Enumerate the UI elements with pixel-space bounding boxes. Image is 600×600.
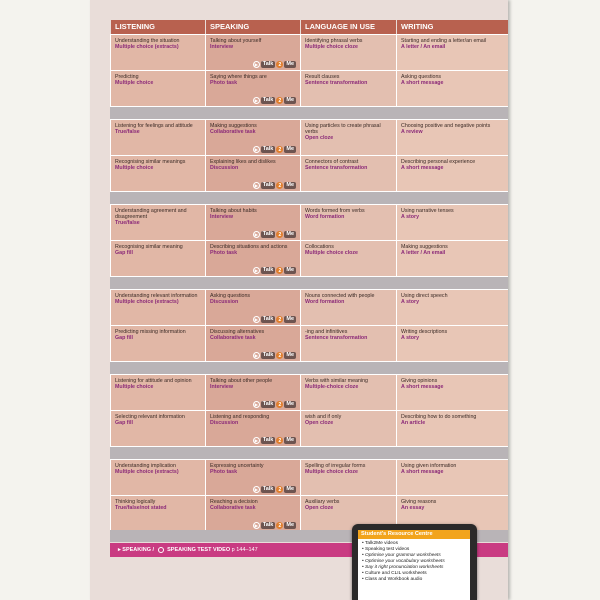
task-type-link[interactable]: True/false/not stated <box>115 505 167 512</box>
talk2me-two: 2 <box>276 401 283 408</box>
play-icon: ▶ <box>254 232 258 237</box>
task-type-link[interactable]: Word formation <box>305 299 345 306</box>
task-type-link[interactable]: Discussion <box>210 299 239 306</box>
talk2me-word: Talk <box>262 401 274 407</box>
skill-text: Talking about other people <box>210 378 273 384</box>
skill-text: -ing and infinitives <box>305 329 348 335</box>
table-cell <box>205 156 300 191</box>
play-icon: ▶ <box>254 523 258 528</box>
task-type-link[interactable]: A review <box>401 129 423 136</box>
skill-text: Words formed from verbs <box>305 208 365 214</box>
task-type-link[interactable]: An essay <box>401 505 425 512</box>
table-cell <box>300 411 396 446</box>
task-type-link[interactable]: Photo task <box>210 80 238 87</box>
skill-text: Writing descriptions <box>401 329 448 335</box>
task-type-link[interactable]: Discussion <box>210 420 239 427</box>
table-cell <box>205 35 300 70</box>
task-type-link[interactable]: True/false <box>115 220 140 227</box>
talk2me-video-badge[interactable] <box>253 316 296 323</box>
unit-divider <box>110 361 508 374</box>
skill-text: Reaching a decision <box>210 499 258 505</box>
task-type-link[interactable]: Multiple choice (extracts) <box>115 299 179 306</box>
talk2me-word: Talk <box>262 352 274 358</box>
skill-text: Connectors of contrast <box>305 159 359 165</box>
resource-item: • Talk2Me videos <box>362 541 470 547</box>
table-row <box>110 155 508 191</box>
task-type-link[interactable]: Multiple-choice cloze <box>305 384 359 391</box>
header-writing: WRITING <box>396 20 508 34</box>
table-cell <box>300 290 396 325</box>
talk2me-me: Me <box>286 401 294 407</box>
play-icon: ▶ <box>254 487 258 492</box>
skill-text: Result clauses <box>305 74 340 80</box>
talk2me-video-badge[interactable] <box>253 522 296 529</box>
skill-text: Using narrative tenses <box>401 208 454 214</box>
skill-text: Verbs with similar meaning <box>305 378 368 384</box>
task-type-link[interactable]: Multiple choice cloze <box>305 469 358 476</box>
talk2me-me: Me <box>286 352 294 358</box>
talk2me-me: Me <box>286 437 294 443</box>
talk2me-video-badge[interactable] <box>253 146 296 153</box>
skill-text: Describing personal experience <box>401 159 476 165</box>
task-type-link[interactable]: Open cloze <box>305 135 334 142</box>
task-type-link[interactable]: Multiple choice <box>115 165 154 172</box>
task-type-link[interactable]: An article <box>401 420 426 427</box>
talk2me-video-badge[interactable] <box>253 97 296 104</box>
table-cell <box>300 326 396 361</box>
skill-text: Predicting missing information <box>115 329 186 335</box>
skill-text: Asking questions <box>210 293 251 299</box>
talk2me-video-badge[interactable] <box>253 231 296 238</box>
table-cell <box>110 205 205 240</box>
header-speaking: SPEAKING <box>205 20 300 34</box>
skill-text: Explaining likes and dislikes <box>210 159 276 165</box>
resource-centre-title: Student's Resource Centre <box>358 530 470 539</box>
task-type-link[interactable]: Interview <box>210 384 233 391</box>
task-type-link[interactable]: Photo task <box>210 250 238 257</box>
skill-text: Understanding agreement and disagreement <box>115 208 187 221</box>
skill-text: Talking about habits <box>210 208 257 214</box>
resource-item: • Class and Workbook audio <box>362 577 470 583</box>
table-cell <box>396 375 508 410</box>
table-row <box>110 119 508 155</box>
table-cell <box>396 241 508 276</box>
table-row <box>110 459 508 495</box>
header-listening: LISTENING <box>110 20 205 34</box>
table-cell <box>300 71 396 106</box>
resource-centre-device <box>352 524 477 600</box>
table-cell <box>205 205 300 240</box>
skill-text: Listening and responding <box>210 414 270 420</box>
unit-divider <box>110 106 508 119</box>
table-row <box>110 325 508 361</box>
task-type-link[interactable]: Word formation <box>305 214 345 221</box>
skill-text: Talking about yourself <box>210 38 262 44</box>
talk2me-two: 2 <box>276 146 283 153</box>
task-type-link[interactable]: Multiple choice cloze <box>305 44 358 51</box>
talk2me-video-badge[interactable] <box>253 352 296 359</box>
skill-text: Selecting relevant information <box>115 414 185 420</box>
task-type-link[interactable]: Sentence transformation <box>305 165 368 172</box>
talk2me-video-badge[interactable] <box>253 486 296 493</box>
task-type-link[interactable]: True/false <box>115 129 140 136</box>
task-type-link[interactable]: Open cloze <box>305 505 334 512</box>
skill-text: wish and if only <box>305 414 342 420</box>
talk2me-two: 2 <box>276 352 283 359</box>
task-type-link[interactable]: Gap fill <box>115 335 133 342</box>
talk2me-me: Me <box>286 522 294 528</box>
skill-text: Recognising similar meanings <box>115 159 186 165</box>
play-icon: ▶ <box>254 98 258 103</box>
talk2me-two: 2 <box>276 61 283 68</box>
table-cell <box>205 375 300 410</box>
table-cell <box>205 460 300 495</box>
skill-text: Choosing positive and negative points <box>401 123 491 129</box>
table-cell <box>396 460 508 495</box>
task-type-link[interactable]: Multiple choice cloze <box>305 250 358 257</box>
table-cell <box>396 71 508 106</box>
table-cell <box>396 290 508 325</box>
talk2me-two: 2 <box>276 97 283 104</box>
table-cell <box>110 156 205 191</box>
play-icon: ▶ <box>254 317 258 322</box>
play-icon: ▶ <box>254 183 258 188</box>
skill-text: Nouns connected with people <box>305 293 375 299</box>
talk2me-word: Talk <box>262 61 274 67</box>
task-type-link[interactable]: A short message <box>401 469 444 476</box>
table-cell <box>300 205 396 240</box>
talk2me-two: 2 <box>276 316 283 323</box>
table-cell <box>205 120 300 155</box>
task-type-link[interactable]: Collaborative task <box>210 505 256 512</box>
unit-divider <box>110 276 508 289</box>
table-cell <box>110 375 205 410</box>
resource-item: • Say it right pronunciation worksheets <box>362 565 470 571</box>
skill-text: Starting and ending a letter/an email <box>401 38 487 44</box>
play-icon: ▶ <box>254 438 258 443</box>
table-row <box>110 70 508 106</box>
task-type-link[interactable]: A story <box>401 335 420 342</box>
task-type-link[interactable]: Discussion <box>210 165 239 172</box>
unit-divider <box>110 191 508 204</box>
skill-text: Saying where things are <box>210 74 267 80</box>
talk2me-me: Me <box>286 61 294 67</box>
table-cell <box>110 411 205 446</box>
talk2me-word: Talk <box>262 437 274 443</box>
video-icon <box>158 547 164 553</box>
talk2me-video-badge[interactable] <box>253 267 296 274</box>
talk2me-word: Talk <box>262 182 274 188</box>
talk2me-two: 2 <box>276 522 283 529</box>
table-cell <box>110 496 205 531</box>
table-cell <box>300 35 396 70</box>
play-icon: ▶ <box>254 353 258 358</box>
task-type-link[interactable]: Gap fill <box>115 420 133 427</box>
talk2me-two: 2 <box>276 231 283 238</box>
skill-text: Asking questions <box>401 74 442 80</box>
talk2me-me: Me <box>286 182 294 188</box>
play-icon: ▶ <box>254 147 258 152</box>
table-row <box>110 204 508 240</box>
task-type-link[interactable]: A story <box>401 299 420 306</box>
task-type-link[interactable]: Interview <box>210 214 233 221</box>
task-type-link[interactable]: Sentence transformation <box>305 80 368 87</box>
skill-text: Giving opinions <box>401 378 438 384</box>
table-cell <box>205 326 300 361</box>
table-cell <box>110 326 205 361</box>
table-cell <box>110 35 205 70</box>
header-language-in-use: LANGUAGE IN USE <box>300 20 396 34</box>
talk2me-video-badge[interactable] <box>253 182 296 189</box>
talk2me-me: Me <box>286 231 294 237</box>
table-cell <box>110 290 205 325</box>
talk2me-word: Talk <box>262 522 274 528</box>
table-cell <box>300 460 396 495</box>
table-cell <box>110 241 205 276</box>
play-icon: ▶ <box>254 268 258 273</box>
table-cell <box>300 156 396 191</box>
table-cell <box>396 35 508 70</box>
syllabus-page <box>90 0 508 600</box>
talk2me-two: 2 <box>276 267 283 274</box>
talk2me-me: Me <box>286 486 294 492</box>
table-row <box>110 240 508 276</box>
table-cell <box>205 496 300 531</box>
talk2me-video-badge[interactable] <box>253 61 296 68</box>
resource-item: • Culture and CLIL worksheets <box>362 571 470 577</box>
table-cell <box>300 241 396 276</box>
talk2me-me: Me <box>286 146 294 152</box>
skill-text: Auxiliary verbs <box>305 499 340 505</box>
skill-text: Listening for feelings and attitude <box>115 123 193 129</box>
speaking-prefix: ▸ SPEAKING / <box>118 547 155 553</box>
table-cell <box>396 326 508 361</box>
skill-text: Describing situations and actions <box>210 244 288 250</box>
skill-text: Recognising similar meaning <box>115 244 183 250</box>
talk2me-me: Me <box>286 97 294 103</box>
resource-item: • Speaking test videos <box>362 547 470 553</box>
task-type-link[interactable]: Photo task <box>210 469 238 476</box>
skill-text: Expressing uncertainty <box>210 463 264 469</box>
unit-divider <box>110 446 508 459</box>
table-cell <box>110 120 205 155</box>
table-cell <box>300 120 396 155</box>
skill-text: Making suggestions <box>401 244 448 250</box>
skill-text: Understanding relevant information <box>115 293 198 299</box>
talk2me-word: Talk <box>262 316 274 322</box>
talk2me-word: Talk <box>262 267 274 273</box>
table-cell <box>396 411 508 446</box>
table-cell <box>300 375 396 410</box>
task-type-link[interactable]: Multiple choice (extracts) <box>115 44 179 51</box>
table-cell <box>205 290 300 325</box>
table-row <box>110 410 508 446</box>
table-cell <box>205 241 300 276</box>
task-type-link[interactable]: Collaborative task <box>210 129 256 136</box>
speaking-pages: p 144–147 <box>231 547 258 553</box>
task-type-link[interactable]: Interview <box>210 44 233 51</box>
talk2me-word: Talk <box>262 146 274 152</box>
talk2me-word: Talk <box>262 231 274 237</box>
skill-text: Thinking logically <box>115 499 156 505</box>
talk2me-video-badge[interactable] <box>253 401 296 408</box>
column-headers <box>110 20 508 34</box>
skill-text: Understanding the situation <box>115 38 180 44</box>
talk2me-two: 2 <box>276 486 283 493</box>
table-cell <box>396 205 508 240</box>
resource-centre-panel <box>358 530 470 600</box>
skill-text: Using given information <box>401 463 457 469</box>
table-cell <box>205 411 300 446</box>
task-type-link[interactable]: Open cloze <box>305 420 334 427</box>
skill-text: Understanding implication <box>115 463 176 469</box>
skill-text: Discussing alternatives <box>210 329 265 335</box>
talk2me-me: Me <box>286 267 294 273</box>
skill-text: Listening for attitude and opinion <box>115 378 192 384</box>
task-type-link[interactable]: Collaborative task <box>210 335 256 342</box>
play-icon: ▶ <box>254 402 258 407</box>
task-type-link[interactable]: A letter / An email <box>401 250 446 257</box>
table-row <box>110 289 508 325</box>
skill-text: Making suggestions <box>210 123 257 129</box>
talk2me-two: 2 <box>276 182 283 189</box>
talk2me-me: Me <box>286 316 294 322</box>
task-type-link[interactable]: Multiple choice <box>115 384 154 391</box>
table-row <box>110 374 508 410</box>
skill-text: Describing how to do something <box>401 414 477 420</box>
skill-text: Collocations <box>305 244 334 250</box>
talk2me-video-badge[interactable] <box>253 437 296 444</box>
task-type-link[interactable]: A short message <box>401 165 444 172</box>
table-cell <box>396 156 508 191</box>
resource-list <box>358 541 470 583</box>
task-type-link[interactable]: A short message <box>401 384 444 391</box>
skill-text: Giving reasons <box>401 499 437 505</box>
skill-text: Predicting <box>115 74 139 80</box>
talk2me-two: 2 <box>276 437 283 444</box>
task-type-link[interactable]: A short message <box>401 80 444 87</box>
table-row <box>110 34 508 70</box>
task-type-link[interactable]: Multiple choice <box>115 80 154 87</box>
task-type-link[interactable]: A story <box>401 214 420 221</box>
talk2me-word: Talk <box>262 97 274 103</box>
task-type-link[interactable]: A letter / An email <box>401 44 446 51</box>
talk2me-word: Talk <box>262 486 274 492</box>
skill-text: Identifying phrasal verbs <box>305 38 363 44</box>
task-type-link[interactable]: Gap fill <box>115 250 133 257</box>
table-cell <box>396 120 508 155</box>
syllabus-grid <box>110 34 508 531</box>
speaking-label: SPEAKING TEST VIDEO <box>167 547 231 553</box>
resource-item: • Optimise your vocabulary worksheets <box>362 559 470 565</box>
skill-text: Using direct speech <box>401 293 448 299</box>
play-icon: ▶ <box>254 62 258 67</box>
skill-text: Spelling of irregular forms <box>305 463 366 469</box>
task-type-link[interactable]: Sentence transformation <box>305 335 368 342</box>
table-cell <box>110 71 205 106</box>
task-type-link[interactable]: Multiple choice (extracts) <box>115 469 179 476</box>
resource-item: • Optimise your grammar worksheets <box>362 553 470 559</box>
table-cell <box>110 460 205 495</box>
table-cell <box>205 71 300 106</box>
skill-text: Using particles to create phrasal verbs <box>305 123 381 136</box>
